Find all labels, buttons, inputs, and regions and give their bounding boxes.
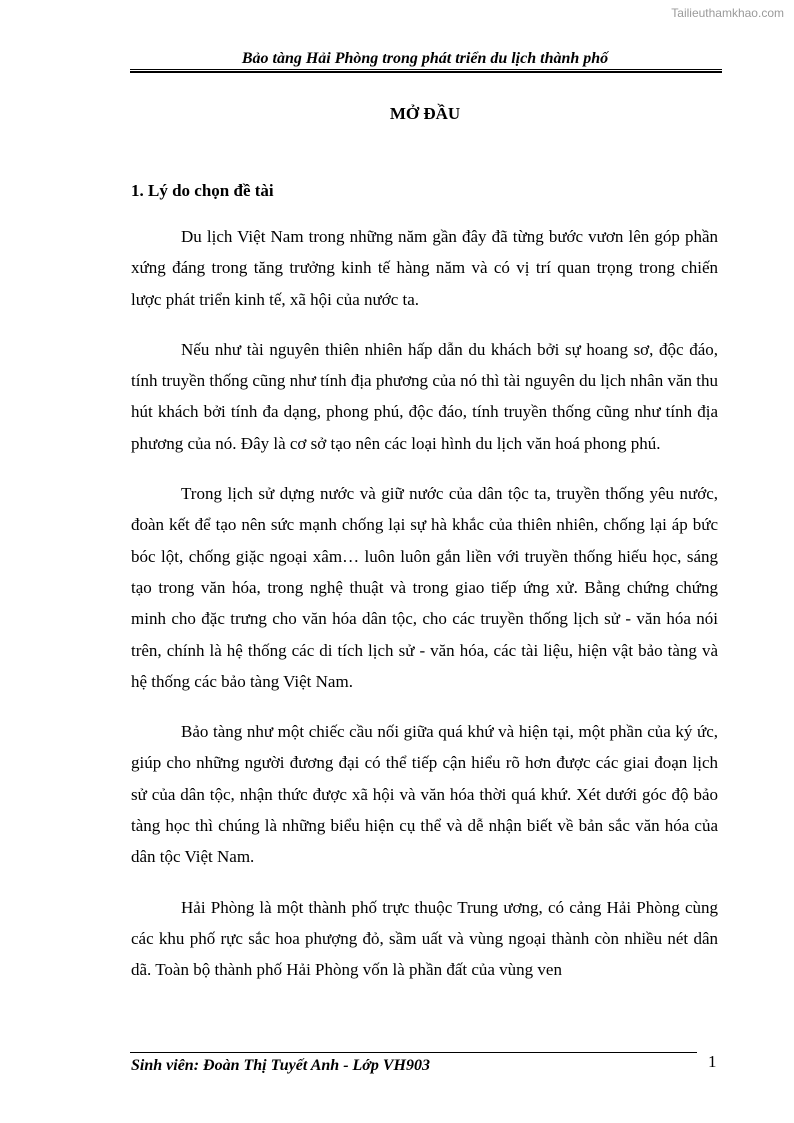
body-text bbox=[131, 221, 718, 1005]
section-heading: 1. Lý do chọn đề tài bbox=[131, 181, 274, 200]
paragraph-3: Trong lịch sử dựng nước và giữ nước của dân tộc ta, truyền thống yêu nước, đoàn kết để tạo nên sức mạnh chống lại sự hà khắc của thiên nhiên, chống lại áp bức bóc lột, chống giặc ngoại xâm… luôn luôn gắn liền với truyền thống hiếu học, sáng tạo trong văn hóa, trong nghệ thuật và trong giao tiếp ứng xử. Bằng chứng chứng minh cho đặc trưng cho văn hóa dân tộc, cho các truyền thống lịch sử - văn hóa nói trên, chính là hệ thống các di tích lịch sử - văn hóa, các tài liệu, hiện vật bảo tàng và hệ thống các bảo tàng Việt Nam. bbox=[131, 484, 718, 691]
footer-rule bbox=[130, 1052, 697, 1053]
running-header: Bảo tàng Hải Phòng trong phát triển du lịch thành phố bbox=[241, 50, 609, 67]
header-rule-thin bbox=[130, 69, 722, 70]
paragraph-5: Hải Phòng là một thành phố trực thuộc Trung ương, có cảng Hải Phòng cùng các khu phố rực sắc hoa phượng đỏ, sầm uất và vùng ngoại thành còn nhiều nét dân dã. Toàn bộ thành phố Hải Phòng vốn là phần đất của vùng ven bbox=[131, 897, 718, 980]
footer-author-line: Sinh viên: Đoàn Thị Tuyết Anh - Lớp VH903 bbox=[131, 1057, 430, 1074]
watermark-text: Tailieuthamkhao.com bbox=[671, 6, 784, 20]
page-title: MỞ ĐẦU bbox=[389, 104, 461, 123]
page-number: 1 bbox=[708, 1052, 717, 1071]
header-rule-thick bbox=[130, 71, 722, 73]
paragraph-2: Nếu như tài nguyên thiên nhiên hấp dẫn du khách bởi sự hoang sơ, độc đáo, tính truyền thống cũng như tính địa phương của nó thì tài nguyên du lịch nhân văn thu hút khách bởi tính đa dạng, phong phú, độc đáo, tính truyền thống cũng như tính địa phương của nó. Đây là cơ sở tạo nên các loại hình du lịch văn hoá phong phú. bbox=[131, 339, 718, 453]
paragraph-4: Bảo tàng như một chiếc cầu nối giữa quá khứ và hiện tại, một phần của ký ức, giúp cho những người đương đại có thể tiếp cận hiểu rõ hơn được các giai đoạn lịch sử của dân tộc, nhận thức được xã hội và văn hóa thời quá khứ. Xét dưới góc độ bảo tàng học thì chúng là những biểu hiện cụ thể và dễ nhận biết về bản sắc văn hóa của dân tộc Việt Nam. bbox=[131, 722, 718, 867]
paragraph-1: Du lịch Việt Nam trong những năm gần đây đã từng bước vươn lên góp phần xứng đáng trong tăng trưởng kinh tế hàng năm và có vị trí quan trọng trong chiến lược phát triển kinh tế, xã hội của nước ta. bbox=[131, 227, 718, 309]
